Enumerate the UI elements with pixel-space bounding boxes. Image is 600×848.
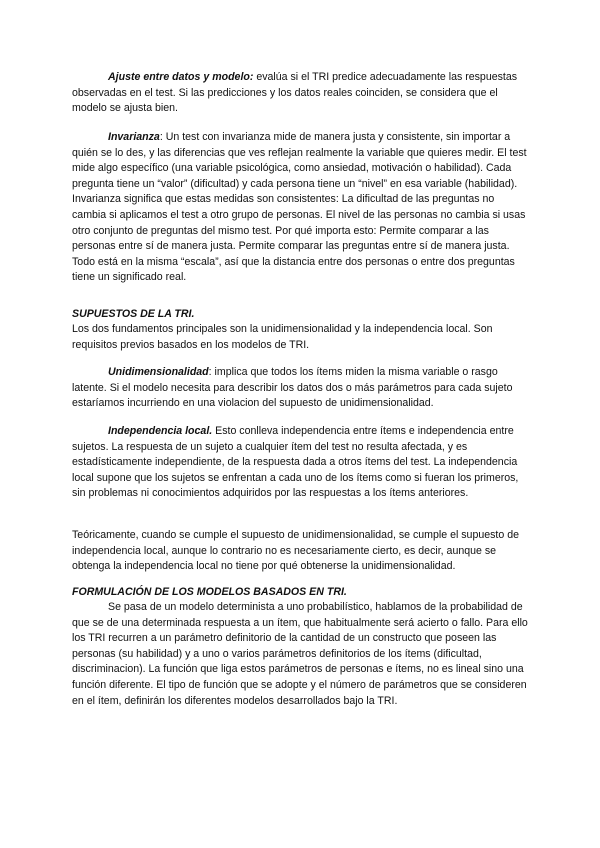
paragraph-invarianza-text: : Un test con invarianza mide de manera justa y consistente, sin importar a quién se lo des, y las diferencias que ves reflejan realmente la variable que quieres medir. El test mide algo específico (una variable psicológica, como ansiedad, motivación o habilidad). Cada pregunta tiene un “valor” (dificultad) y cada persona tiene un “nivel” en esa variable (habilidad). Invarianza significa que estas medidas son consistentes: La dificultad de las preguntas no cambia si aplicamos el test a otro grupo de personas. El nivel de las personas no cambia si usas otro conjunto de preguntas del mismo test. Por qué importa esto: Permite comparar a las personas entre sí de manera justa. Permite comparar las preguntas entre sí de manera justa. Todo está en la misma “escala”, así que la distancia entre dos personas o entre dos preguntas tiene un significado real. [72, 131, 527, 284]
paragraph-ajuste [72, 70, 528, 117]
paragraph-unidimensionalidad-text: : implica que todos los ítems miden la misma variable o rasgo latente. Si el modelo necesita para describir los datos dos o más parámetros para cada sujeto estaríamos incurriendo en una violacion del supuesto de unidimensionalidad. [72, 366, 513, 410]
paragraph-independencia-local [72, 424, 528, 502]
term-independencia-local: Independencia local. [108, 425, 213, 437]
term-ajuste: Ajuste entre datos y modelo: [108, 71, 254, 83]
heading-supuestos: SUPUESTOS DE LA TRI. [72, 308, 195, 320]
term-unidimensionalidad: Unidimensionalidad [108, 366, 209, 378]
term-invarianza: Invarianza [108, 131, 160, 143]
paragraph-invarianza [72, 130, 528, 286]
paragraph-supuestos-intro: Los dos fundamentos principales son la unidimensionalidad y la independencia local. Son requisitos previos basados en los modelos de TRI. [72, 323, 493, 351]
paragraph-independencia-local-text: Esto conlleva independencia entre ítems e independencia entre sujetos. La respuesta de un sujeto a cualquier ítem del test no resulta afectada, y es estadísticamente independiente, de la respuesta dada a otros ítems del test. La independencia local supone que los sujetos se enfrentan a cada uno de los ítems como si fueran los primeros, sin problemas ni conocimientos adquiridos por las respuestas a los ítems anteriores. [72, 425, 519, 500]
paragraph-teoricamente: Teóricamente, cuando se cumple el supuesto de unidimensionalidad, se cumple el supuesto de independencia local, aunque lo contrario no es necesariamente cierto, es decir, aunque se obtenga la independencia local no tiene por qué obtenerse la unidimensionalidad. [72, 529, 519, 573]
paragraph-unidimensionalidad [72, 365, 528, 412]
paragraph-ajuste-text: evalúa si el TRI predice adecuadamente las respuestas observadas en el test. Si las predicciones y los datos reales coinciden, se considera que el modelo se ajusta bien. [72, 71, 518, 115]
paragraph-formulacion: Se pasa de un modelo determinista a uno probabilístico, hablamos de la probabilidad de que se de una determinada respuesta a un ítem, que habitualmente será acierto o fallo. Para ello los TRI recurren a un parámetro definitorio de la cantidad de un constructo que poseen las personas (su habilidad) y a uno o varios parámetros definitorios de los ítems (dificultad, discriminacion). La función que liga estos parámetros de personas e ítems, no es lineal sino una función diferente. El tipo de función que se adopte y el número de parámetros que se consideren en el ítem, definirán los diferentes modelos desarrollados bajo la TRI. [72, 601, 528, 707]
heading-formulacion: FORMULACIÓN DE LOS MODELOS BASADOS EN TRI. [72, 586, 347, 598]
